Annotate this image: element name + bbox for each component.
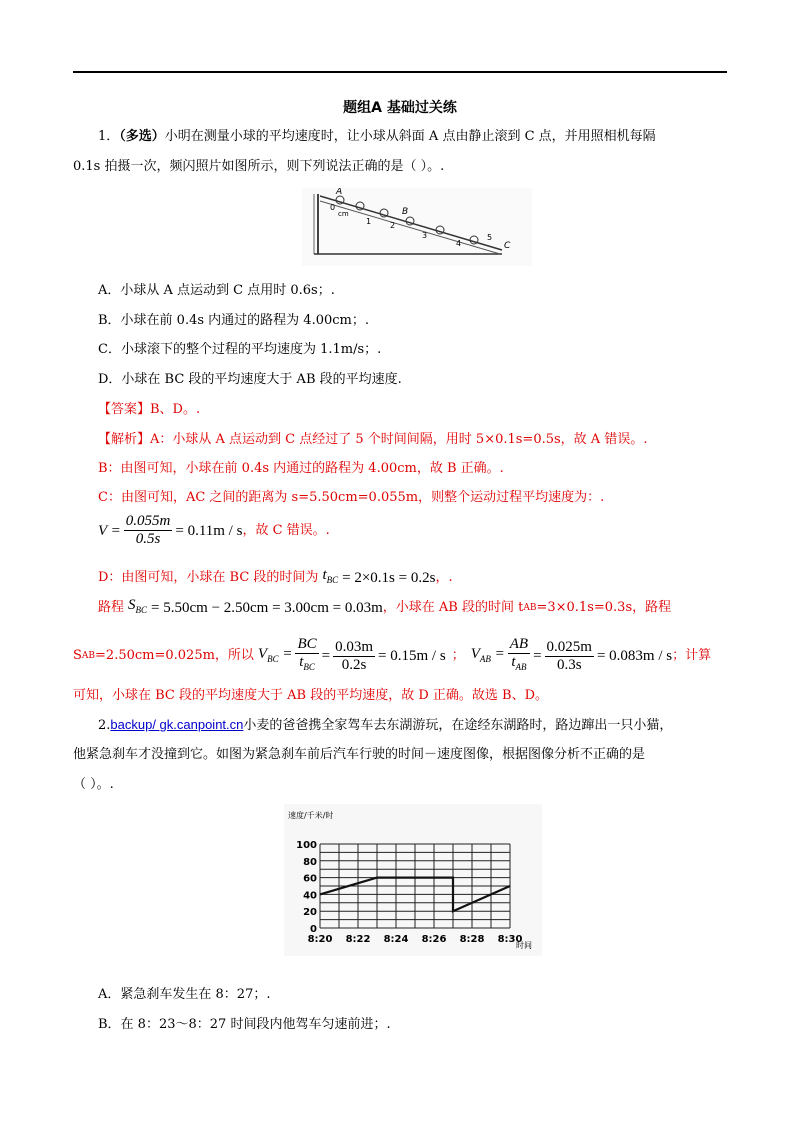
formula-c-lhs: V = [98,522,121,539]
q2-stem-line2: 他紧急刹车才没撞到它。如图为紧急刹车前后汽车行驶的时间－速度图像，根据图像分析不正确的是 [73,747,646,762]
label-1: 1 [366,217,372,226]
formula-c-num: 0.055m [125,513,171,529]
q2-option-b: B．在 8：23～8：27 时间段内他驾车匀速前进；. [98,1017,391,1032]
label-5: 5 [487,233,493,242]
q1-option-c: C．小球滚下的整个过程的平均速度为 1.1m/s；. [98,342,382,357]
formula-ab-num: AB [509,636,529,652]
q1-stem-line1 [98,128,656,146]
d2-prefix: 路程 [98,599,125,615]
label-3: 3 [422,231,428,240]
d3-prefix: S [73,648,82,663]
formula-bc-den2: 0.2s [341,656,367,673]
q1-option-a: A．小球从 A 点运动到 C 点用时 0.6s；. [98,283,335,298]
q1-tag: （多选） [119,129,165,144]
d2-tail2: =3×0.1s=0.3s，路程 [536,599,672,615]
q1-text-1: 小明在测量小球的平均速度时，让小球从斜面 A 点由静止滚到 C 点，并用照相机每隔 [164,129,656,144]
y-tick-label: 100 [296,840,317,851]
q1-conclusion: 可知，小球在 BC 段的平均速度大于 AB 段的平均速度，故 D 正确。故选 B、D。 [73,688,549,703]
q2-option-a: A．紧急刹车发生在 8：27；. [98,987,271,1002]
y-tick-label: 20 [303,907,317,919]
chart-ylabel: 速度/千米/时 [288,811,334,820]
d3-prefix-sub: AB [81,651,96,661]
q1-stem-line2: 0.1s 拍摄一次，频闪照片如图所示，则下列说法正确的是（ ）。. [73,159,445,174]
x-tick-label: 8:20 [307,934,333,945]
q1-analysis-a: 【解析】A：小球从 A 点运动到 C 点经过了 5 个时间间隔，用时 5×0.1s=0.5s，故 A 错误。. [98,432,648,447]
v-bc-symbol: $V_{BC}$ = [257,645,293,664]
q1-option-d: D．小球在 BC 段的平均速度大于 AB 段的平均速度. [98,372,402,387]
formula-c-rhs: = 0.11m / s [175,522,243,539]
y-tick-label: 80 [303,856,317,868]
section-title: 题组A 基础过关练 [343,100,457,116]
label-2: 2 [390,221,396,230]
q1-analysis-d3 [73,636,711,676]
q1-formula-c [98,513,330,548]
q1-answer: 【答案】B、D。. [98,402,201,417]
formula-ab-num2: 0.025m [546,638,592,655]
y-tick-label: 60 [303,873,317,885]
label-b: B [402,207,409,217]
q2-stem-line3: （ ）。. [73,777,114,792]
label-c: C [504,241,511,251]
d2-tail-sub: AB [523,602,537,613]
formula-bc-frac1 [295,636,318,676]
ramp-figure [302,188,532,266]
v-ab-symbol: $V_{AB}$ = [470,645,505,664]
formula-bc-num2: 0.03m [335,638,374,655]
label-cm: cm [338,210,349,218]
q2-source-link[interactable]: backup/ gk.canpoint.cn [110,717,244,732]
formula-ab-den2: 0.3s [556,656,582,673]
d2-tail: ，小球在 AB 段的时间 t [382,599,524,615]
y-tick-label: 0 [310,924,317,935]
formula-bc-den: $t_{BC}$ [299,654,315,672]
x-tick-label: 8:22 [345,934,371,945]
formula-ab-frac2 [545,639,594,674]
formula-d2: = 5.50cm − 2.50cm = 3.00cm = 0.03m [151,599,383,616]
y-tick-label: 40 [303,890,317,902]
x-tick-label: 8:30 [497,934,523,945]
d3-tail: ；计算 [672,648,712,663]
speed-time-chart [284,804,542,956]
x-tick-label: 8:24 [383,934,409,945]
q1-analysis-b: B：由图可知，小球在前 0.4s 内通过的路程为 4.00cm，故 B 正确。. [98,461,504,476]
formula-bc-frac2 [333,639,375,674]
x-tick-label: 8:28 [459,934,485,945]
label-0: 0 [330,203,336,212]
formula-ab-rhs: = 0.083m / s [596,648,673,664]
x-tick-label: 8:26 [421,934,447,945]
header-rule [73,71,727,73]
formula-c-den: 0.5s [135,531,161,547]
formula-ab-eq: = [533,648,542,664]
separator-semicolon: ； [451,648,465,663]
label-4: 4 [456,239,462,248]
q1-option-b: B．小球在前 0.4s 内通过的路程为 4.00cm；. [98,313,369,328]
t-bc-symbol: $t_{BC}$ [322,567,339,585]
formula-c-tail: ，故 C 错误。. [242,522,330,538]
d3-prefix2: =2.50cm=0.025m，所以 [95,648,254,663]
formula-bc-rhs: = 0.15m / s [378,648,446,664]
analysis-d1-text: D：由图可知，小球在 BC 段的时间为 [98,569,319,585]
q2-text-1: 小麦的爸爸携全家驾车去东湖游玩，在途经东湖路时，路边蹿出一只小猫， [243,718,673,733]
tail-d1: ，. [435,569,453,585]
q2-number: 2. [98,718,111,733]
label-a: A [336,188,343,197]
formula-d1: = 2×0.1s = 0.2s [342,569,436,586]
formula-bc-eq: = [321,648,331,664]
formula-ab-frac1 [508,636,530,676]
chart-xlabel: 时间 [516,941,532,950]
q1-analysis-d2 [98,596,671,619]
q1-analysis-c: C：由图可知，AC 之间的距离为 s=5.50cm=0.055m，则整个运动过程平均速度为：. [98,490,605,505]
formula-bc-num: BC [297,636,317,652]
formula-ab-den: $t_{AB}$ [511,654,527,672]
q1-number: 1． [98,129,120,144]
s-bc-symbol: $S_{BC}$ [128,597,148,615]
q1-analysis-d1 [98,566,453,589]
q2-stem-line1 [98,716,672,735]
formula-c-fraction [124,513,173,548]
